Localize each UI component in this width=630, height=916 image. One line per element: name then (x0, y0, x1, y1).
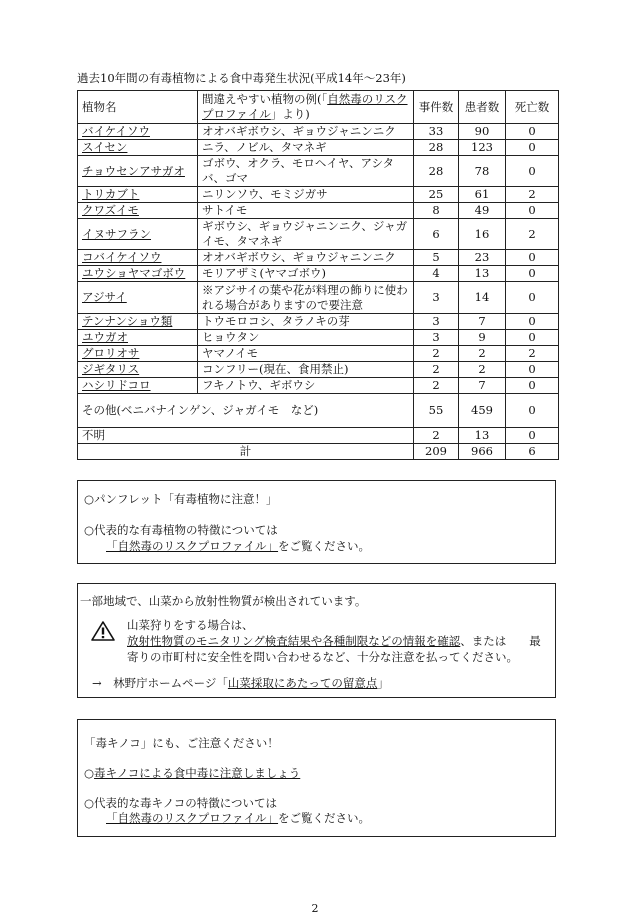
patients-cell: 966 (459, 444, 506, 460)
page-number: 2 (311, 902, 319, 915)
example-cell: コンフリー(現在、食用禁止) (198, 362, 414, 378)
header-deaths: 死亡数 (506, 91, 559, 124)
plant-name-link[interactable]: ハシリドコロ (82, 378, 151, 392)
cases-cell: 209 (414, 444, 459, 460)
patients-cell: 13 (459, 266, 506, 282)
total-row (78, 444, 559, 460)
cases-cell: 4 (414, 266, 459, 282)
patients-cell: 123 (459, 140, 506, 156)
table-row (78, 330, 559, 346)
table-row (78, 203, 559, 219)
plant-name-link[interactable]: グロリオサ (82, 346, 140, 360)
patients-cell: 49 (459, 203, 506, 219)
patients-cell: 9 (459, 330, 506, 346)
example-cell: オオバギボウシ、ギョウジャニンニク (198, 124, 414, 140)
cases-cell: 3 (414, 314, 459, 330)
plant-name-link[interactable]: アジサイ (82, 290, 127, 304)
cases-cell: 25 (414, 187, 459, 203)
table-row (78, 266, 559, 282)
deaths-cell: 2 (506, 219, 559, 250)
plant-name-cell (78, 282, 198, 314)
warning-icon (91, 621, 115, 641)
plant-name-cell (78, 140, 198, 156)
deaths-cell: 0 (506, 266, 559, 282)
deaths-cell: 0 (506, 140, 559, 156)
plant-name-cell (78, 156, 198, 187)
bullet: ○ (84, 766, 95, 780)
table-row (78, 378, 559, 394)
patients-cell: 2 (459, 362, 506, 378)
radiation-notice: 一部地域で、山菜から放射性物質が検出されています。 (80, 594, 367, 608)
example-cell: フキノトウ、ギボウシ (198, 378, 414, 394)
plant-name-link[interactable]: ユウショヤマゴボウ (82, 266, 186, 280)
deaths-cell: 0 (506, 330, 559, 346)
header-patients: 患者数 (459, 91, 506, 124)
table-row (78, 124, 559, 140)
patients-cell: 459 (459, 394, 506, 428)
deaths-cell: 2 (506, 346, 559, 362)
header-example-suffix: 」より) (270, 107, 310, 121)
cases-cell: 6 (414, 219, 459, 250)
plant-name-cell (78, 314, 198, 330)
risk-profile-link[interactable]: 自然毒のリスクプロファイル (202, 92, 408, 121)
deaths-cell: 0 (506, 378, 559, 394)
patients-cell: 16 (459, 219, 506, 250)
radiation-warning-box (77, 583, 556, 698)
plant-name-cell (78, 266, 198, 282)
patients-cell: 7 (459, 314, 506, 330)
mushroom-caution: 「毒キノコ」にも、ご注意ください！ (84, 736, 279, 750)
example-cell: オオバギボウシ、ギョウジャニンニク (198, 250, 414, 266)
mushroom-risk-profile-link[interactable]: 「自然毒のリスクプロファイル」 (106, 811, 279, 825)
deaths-cell: 0 (506, 394, 559, 428)
plant-features-line: ○代表的な有毒植物の特徴については (84, 523, 278, 537)
cases-cell: 33 (414, 124, 459, 140)
table-row (78, 314, 559, 330)
example-cell: ニリンソウ、モミジガサ (198, 187, 414, 203)
forestry-link[interactable]: 山菜採取にあたっての留意点 (227, 676, 378, 690)
mushroom-link-line (106, 810, 370, 826)
patients-cell: 14 (459, 282, 506, 314)
plant-name-cell (78, 346, 198, 362)
patients-cell: 2 (459, 346, 506, 362)
plant-name-link[interactable]: ジギタリス (82, 362, 140, 376)
other-row (78, 394, 559, 428)
municipality-line: 寄りの市町村に安全性を問い合わせるなど、十分な注意を払ってください。 (127, 650, 518, 664)
header-example (198, 91, 414, 124)
mountain-vegetable-line: 山菜狩りをする場合は、 (127, 618, 254, 632)
deaths-cell: 0 (506, 124, 559, 140)
table-header-row (78, 91, 559, 124)
plant-name-cell (78, 330, 198, 346)
pamphlet-box (77, 480, 556, 564)
deaths-cell: 0 (506, 203, 559, 219)
deaths-cell: 0 (506, 362, 559, 378)
plant-name-cell (78, 378, 198, 394)
deaths-cell: 2 (506, 187, 559, 203)
table-row (78, 346, 559, 362)
deaths-cell: 0 (506, 282, 559, 314)
header-example-prefix: 間違えやすい植物の例(「 (202, 92, 328, 106)
example-cell: ヤマノイモ (198, 346, 414, 362)
cases-cell: 3 (414, 330, 459, 346)
plant-name-link[interactable]: イヌサフラン (82, 226, 151, 241)
plant-name-link[interactable]: ユウガオ (82, 330, 128, 344)
see-text: をご覧ください。 (278, 539, 371, 553)
deaths-cell: 0 (506, 314, 559, 330)
monitoring-line (127, 633, 541, 649)
unknown-row-label: 不明 (78, 428, 414, 444)
deaths-cell: 0 (506, 156, 559, 187)
deaths-cell: 6 (506, 444, 559, 460)
cases-cell: 2 (414, 362, 459, 378)
plant-name-cell (78, 219, 198, 250)
forestry-line (92, 675, 389, 691)
pamphlet-line: ○パンフレット「有毒植物に注意！」 (84, 492, 278, 506)
table-row (78, 362, 559, 378)
header-plant: 植物名 (78, 91, 198, 124)
table-row (78, 282, 559, 314)
forestry-close: 」 (377, 676, 389, 690)
patients-cell: 7 (459, 378, 506, 394)
plant-name-link[interactable]: テンナンショウ類 (82, 314, 173, 328)
plant-name-link[interactable]: バイケイソウ (82, 124, 150, 138)
plant-name-cell (78, 362, 198, 378)
cases-cell: 2 (414, 378, 459, 394)
table-row (78, 250, 559, 266)
cases-cell: 55 (414, 394, 459, 428)
cases-cell: 5 (414, 250, 459, 266)
example-cell: ※アジサイの葉や花が料理の飾りに使われる場合がありますので要注意 (198, 282, 414, 314)
mushroom-features-line: ○代表的な毒キノコの特徴については (84, 796, 277, 810)
table-row (78, 219, 559, 250)
cases-cell: 2 (414, 428, 459, 444)
mushroom-poisoning-line (84, 765, 300, 781)
plant-name-cell (78, 203, 198, 219)
plant-name-link[interactable]: スイセン (82, 140, 128, 154)
total-row-label: 計 (78, 444, 414, 460)
plant-name-cell (78, 187, 198, 203)
example-cell: サトイモ (198, 203, 414, 219)
table-row (78, 156, 559, 187)
monitoring-info-link[interactable]: 放射性物質のモニタリング検査結果や各種制限などの情報を確認 (127, 634, 461, 648)
deaths-cell: 0 (506, 250, 559, 266)
plant-name-link[interactable]: トリカブト (82, 187, 140, 201)
patients-cell: 23 (459, 250, 506, 266)
patients-cell: 61 (459, 187, 506, 203)
example-cell: ニラ、ノビル、タマネギ (198, 140, 414, 156)
patients-cell: 13 (459, 428, 506, 444)
forestry-text: → 林野庁ホームページ「 (92, 676, 228, 690)
example-cell: モリアザミ(ヤマゴボウ) (198, 266, 414, 282)
cases-cell: 8 (414, 203, 459, 219)
example-cell: ゴボウ、オクラ、モロヘイヤ、アシタバ、ゴマ (198, 156, 414, 187)
or-text: 、または 最 (460, 634, 541, 648)
plant-name-cell (78, 250, 198, 266)
patients-cell: 78 (459, 156, 506, 187)
example-cell: ヒョウタン (198, 330, 414, 346)
mushroom-box (77, 719, 556, 837)
example-cell: ギボウシ、ギョウジャニンニク、ジャガイモ、タマネギ (198, 219, 414, 250)
plant-name-link[interactable]: クワズイモ (82, 203, 139, 217)
plant-name-link[interactable]: チョウセンアサガオ (82, 163, 185, 178)
deaths-cell: 0 (506, 428, 559, 444)
header-cases: 事件数 (414, 91, 459, 124)
plant-features-link-line (106, 538, 370, 554)
patients-cell: 90 (459, 124, 506, 140)
cases-cell: 28 (414, 140, 459, 156)
unknown-row (78, 428, 559, 444)
cases-cell: 28 (414, 156, 459, 187)
table-row (78, 140, 559, 156)
example-cell: トウモロコシ、タラノキの芽 (198, 314, 414, 330)
plant-name-link[interactable]: コバイケイソウ (82, 250, 162, 264)
cases-cell: 3 (414, 282, 459, 314)
table-title: 過去10年間の有毒植物による食中毒発生状況(平成14年～23年) (77, 71, 406, 85)
poisonous-plants-table (77, 90, 559, 460)
table-row (78, 187, 559, 203)
mushroom-poisoning-link[interactable]: 毒キノコによる食中毒に注意しましょう (94, 766, 301, 780)
plant-risk-profile-link[interactable]: 「自然毒のリスクプロファイル」 (106, 539, 279, 553)
other-row-label: その他(ベニバナインゲン、ジャガイモ など) (78, 394, 414, 428)
cases-cell: 2 (414, 346, 459, 362)
plant-name-cell (78, 124, 198, 140)
see-text: をご覧ください。 (278, 811, 371, 825)
